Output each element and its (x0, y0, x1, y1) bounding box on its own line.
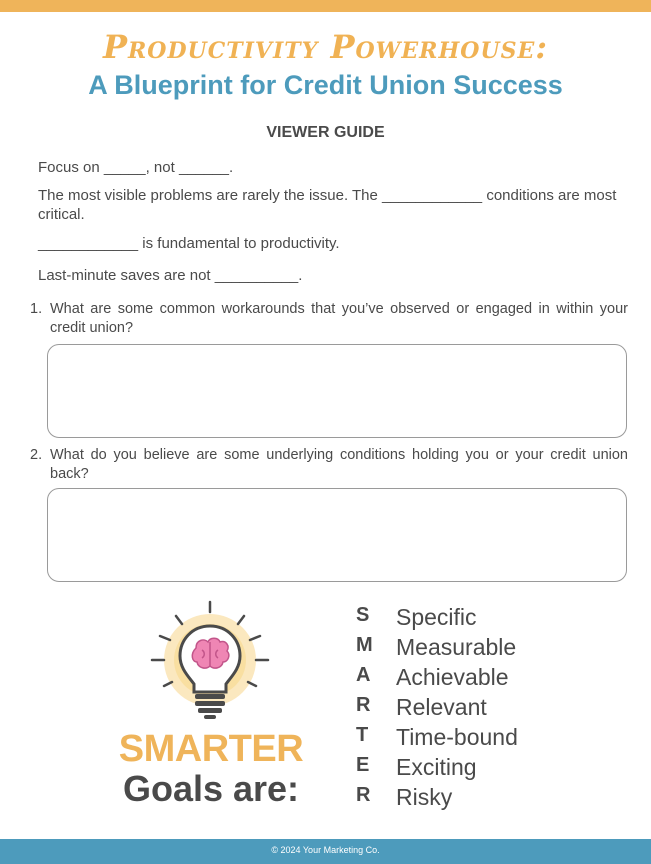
answer-box-1[interactable] (47, 344, 627, 438)
section-title: VIEWER GUIDE (266, 124, 385, 141)
smarter-word: Achievable (396, 664, 509, 690)
fill-in-text: Last-minute saves are not (38, 267, 215, 284)
goals-subheading: Goals are: (122, 768, 300, 809)
smarter-word: Specific (396, 604, 477, 630)
footer-copyright: © 2024 Your Marketing Co. (271, 845, 380, 855)
smarter-word: Measurable (396, 634, 517, 660)
smarter-heading: SMARTER (118, 728, 304, 770)
smarter-word: Time-bound (396, 724, 518, 750)
fill-in-blank[interactable]: __________ (214, 267, 299, 284)
smarter-letter: T (356, 724, 369, 746)
page-title: A Blueprint for Credit Union Success (88, 70, 563, 100)
question-text: What are some common workarounds that you’ve observed or engaged in within your credit union? (50, 301, 628, 336)
lightbulb-brain-icon (148, 600, 272, 725)
fill-in-blank[interactable]: _____ (103, 159, 146, 176)
fill-in-blank[interactable]: ____________ (382, 187, 483, 204)
smarter-letter: S (356, 604, 370, 626)
question-2 (30, 446, 628, 484)
question-text: What do you believe are some underlying conditions holding you or your credit union back? (50, 447, 628, 482)
fill-in-text: . (229, 159, 234, 176)
smarter-word: Risky (396, 784, 453, 810)
fill-in-line-2 (38, 186, 624, 224)
smarter-letter: A (356, 664, 371, 686)
question-number: 2. (30, 447, 43, 463)
smarter-letter: R (356, 784, 371, 806)
fill-in-text: , not (145, 159, 179, 176)
fill-in-line-3 (38, 234, 624, 253)
fill-in-text: is fundamental to productivity. (138, 235, 340, 252)
fill-in-text: Focus on (38, 159, 104, 176)
fill-in-text: . (298, 267, 303, 284)
fill-in-line-4 (38, 266, 624, 285)
smarter-word: Exciting (396, 754, 477, 780)
smarter-word: Relevant (396, 694, 487, 720)
top-accent-band (0, 0, 651, 12)
answer-box-2[interactable] (47, 488, 627, 582)
fill-in-blank[interactable]: ______ (178, 159, 230, 176)
fill-in-text: The most visible problems are rarely the issue. The (38, 187, 383, 204)
page-title-script: Productivity Powerhouse: (102, 28, 549, 66)
smarter-letter: E (356, 754, 370, 776)
smarter-letter: M (356, 634, 373, 656)
fill-in-blank[interactable]: ____________ (38, 235, 139, 252)
question-1 (30, 300, 628, 338)
fill-in-line-1 (38, 158, 624, 177)
fill-in-text: conditions are most critical. (38, 187, 617, 223)
smarter-letter: R (356, 694, 371, 716)
question-number: 1. (30, 301, 43, 317)
